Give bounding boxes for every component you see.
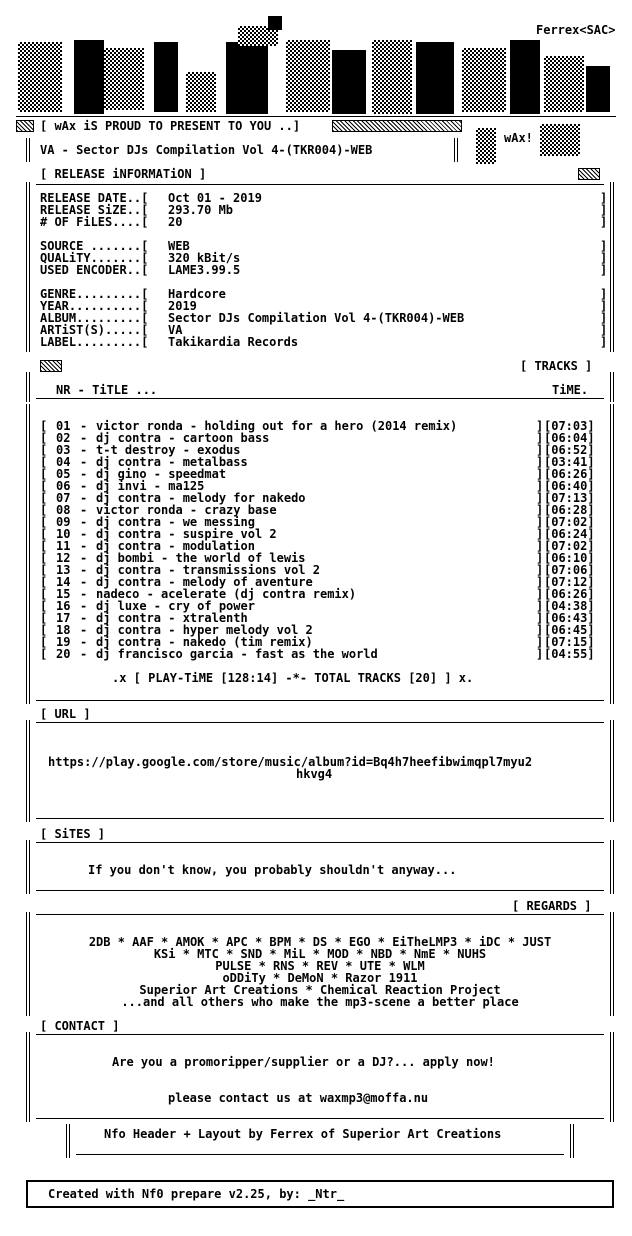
info-value: Oct 01 - 2019: [168, 191, 262, 205]
track-row: [ 16 - dj luxe - cry of power ] [04:38]: [40, 599, 595, 613]
info-bracket: ]: [600, 251, 608, 265]
track-nr: 20: [56, 647, 71, 661]
info-bracket: ]: [600, 191, 608, 205]
info-bracket: ]: [600, 287, 608, 301]
info-value: VA: [168, 323, 183, 337]
track-title: dj gino - speedmat: [96, 467, 227, 481]
track-time: [07:15]: [544, 635, 595, 649]
info-label: YEAR..........[: [40, 299, 149, 313]
created-credit: Created with Nf0 prepare v2.25, by: _Ntr_: [48, 1187, 345, 1201]
info-value: LAME3.99.5: [168, 263, 241, 277]
track-nr: 04: [56, 455, 71, 469]
track-nr: 13: [56, 563, 71, 577]
info-label: RELEASE DATE..[: [40, 191, 149, 205]
track-time: [06:04]: [544, 431, 595, 445]
track-nr: 12: [56, 551, 71, 565]
info-bracket: ]: [600, 203, 608, 217]
url-heading: [ URL ]: [40, 707, 91, 721]
regards-heading: [ REGARDS ]: [512, 899, 592, 913]
track-time: [07:03]: [544, 419, 595, 433]
col-time: TiME.: [552, 383, 589, 397]
url-link-continued[interactable]: hkvg4: [296, 767, 333, 781]
track-title: dj contra - modulation: [96, 539, 255, 553]
contact-email[interactable]: please contact us at waxmp3@moffa.nu: [168, 1091, 429, 1105]
track-title: dj bombi - the world of lewis: [96, 551, 306, 565]
track-list: [40, 420, 604, 662]
header-credit: Ferrex<SAC>: [536, 23, 616, 37]
track-title: dj contra - melody for nakedo: [96, 491, 306, 505]
info-label: RELEASE SiZE..[: [40, 203, 149, 217]
proud-line: [ wAx iS PROUD TO PRESENT TO YOU ..]: [40, 119, 301, 133]
track-nr: 09: [56, 515, 71, 529]
contact-heading: [ CONTACT ]: [40, 1019, 120, 1033]
track-time: [07:13]: [544, 491, 595, 505]
sites-text: If you don't know, you probably shouldn't anyway...: [88, 863, 457, 877]
info-bracket: ]: [600, 299, 608, 313]
regards-line: KSi * MTC * SND * MiL * MOD * NBD * NmE * NUHS: [153, 947, 487, 961]
info-bracket: ]: [600, 323, 608, 337]
track-row: [ 06 - dj invi - ma125 ] [06:40]: [40, 479, 595, 493]
release-info-table: [40, 192, 608, 348]
track-time: [06:45]: [544, 623, 595, 637]
track-nr: 10: [56, 527, 71, 541]
track-time: [06:26]: [544, 587, 595, 601]
track-time: [06:43]: [544, 611, 595, 625]
track-nr: 19: [56, 635, 71, 649]
regards-line: PULSE * RNS * REV * UTE * WLM: [215, 959, 425, 973]
logo-fragments: [476, 128, 496, 164]
track-title: dj francisco garcia - fast as the world: [96, 647, 378, 661]
track-time: [04:55]: [544, 647, 595, 661]
track-row: [ 01 - victor ronda - holding out for a hero (2014 remix) ] [07:03]: [40, 419, 595, 433]
info-bracket: ]: [600, 311, 608, 325]
track-title: dj contra - cartoon bass: [96, 431, 270, 445]
track-row: [ 19 - dj contra - nakedo (tim remix) ] [07:15]: [40, 635, 595, 649]
track-title: dj contra - suspire vol 2: [96, 527, 277, 541]
track-time: [04:38]: [544, 599, 595, 613]
track-title: dj contra - nakedo (tim remix): [96, 635, 313, 649]
track-nr: 07: [56, 491, 71, 505]
track-nr: 17: [56, 611, 71, 625]
track-nr: 16: [56, 599, 71, 613]
info-label: SOURCE .......[: [40, 239, 149, 253]
regards-line: Superior Art Creations * Chemical Reaction Project: [139, 983, 501, 997]
track-row: [ 15 - nadeco - acelerate (dj contra remix) ] [06:26]: [40, 587, 595, 601]
col-nr-title: NR - TiTLE ...: [56, 383, 158, 397]
track-time: [06:10]: [544, 551, 595, 565]
release-title: VA - Sector DJs Compilation Vol 4-(TKR004)-WEB: [40, 143, 373, 157]
track-nr: 06: [56, 479, 71, 493]
info-value: WEB: [168, 239, 190, 253]
track-title: dj invi - ma125: [96, 479, 205, 493]
regards-line: ...and all others who make the mp3-scene a better place: [121, 995, 519, 1009]
info-value: Hardcore: [168, 287, 226, 301]
track-title: victor ronda - crazy base: [96, 503, 277, 517]
track-title: dj contra - transmissions vol 2: [96, 563, 320, 577]
track-nr: 11: [56, 539, 71, 553]
track-row: [ 08 - victor ronda - crazy base ] [06:28]: [40, 503, 595, 517]
track-time: [06:52]: [544, 443, 595, 457]
info-bracket: ]: [600, 263, 608, 277]
track-title: dj luxe - cry of power: [96, 599, 255, 613]
track-row: [ 07 - dj contra - melody for nakedo ] [07:13]: [40, 491, 595, 505]
track-time: [07:12]: [544, 575, 595, 589]
contact-box: [26, 1032, 614, 1122]
contact-apply: Are you a promoripper/supplier or a DJ?... apply now!: [112, 1055, 495, 1069]
info-value: Sector DJs Compilation Vol 4-(TKR004)-WEB: [168, 311, 465, 325]
track-title: victor ronda - holding out for a hero (2014 remix): [96, 419, 458, 433]
track-title: dj contra - metalbass: [96, 455, 248, 469]
track-time: [07:02]: [544, 539, 595, 553]
info-label: ARTiST(S).....[: [40, 323, 149, 337]
info-value: 2019: [168, 299, 197, 313]
track-nr: 18: [56, 623, 71, 637]
track-time: [03:41]: [544, 455, 595, 469]
info-value: 320 kBit/s: [168, 251, 241, 265]
info-value: Takikardia Records: [168, 335, 299, 349]
track-row: [ 17 - dj contra - xtralenth ] [06:43]: [40, 611, 595, 625]
track-title: dj contra - melody of aventure: [96, 575, 313, 589]
track-row: [ 18 - dj contra - hyper melody vol 2 ] [06:45]: [40, 623, 595, 637]
track-title: dj contra - hyper melody vol 2: [96, 623, 313, 637]
tracks-total: .x [ PLAY-TiME [128:14] -*- TOTAL TRACKS [20] ] x.: [112, 671, 474, 685]
url-link[interactable]: https://play.google.com/store/music/album?id=Bq4h7heefibwimqpl7myu2: [48, 755, 533, 769]
track-nr: 05: [56, 467, 71, 481]
info-label: GENRE.........[: [40, 287, 149, 301]
track-nr: 14: [56, 575, 71, 589]
info-label: QUALiTY.......[: [40, 251, 149, 265]
wax-tag: wAx!: [504, 131, 533, 145]
sites-heading: [ SiTES ]: [40, 827, 106, 841]
tracks-heading: [ TRACKS ]: [520, 359, 593, 373]
track-nr: 15: [56, 587, 71, 601]
info-bracket: ]: [600, 335, 608, 349]
info-label: ALBUM.........[: [40, 311, 149, 325]
track-time: [07:06]: [544, 563, 595, 577]
track-title: nadeco - acelerate (dj contra remix): [96, 587, 357, 601]
track-row: [ 20 - dj francisco garcia - fast as the world ] [04:55]: [40, 647, 595, 661]
track-time: [06:26]: [544, 467, 595, 481]
release-info-heading: [ RELEASE iNFORMATiON ]: [40, 167, 207, 181]
regards-line: oDDiTy * DeMoN * Razor 1911: [222, 971, 418, 985]
regards-list: [36, 936, 604, 1008]
track-time: [06:28]: [544, 503, 595, 517]
track-nr: 01: [56, 419, 71, 433]
info-value: 20: [168, 215, 183, 229]
info-label: LABEL.........[: [40, 335, 149, 349]
info-value: 293.70 Mb: [168, 203, 234, 217]
track-row: [ 02 - dj contra - cartoon bass ] [06:04]: [40, 431, 595, 445]
track-row: [ 05 - dj gino - speedmat ] [06:26]: [40, 467, 595, 481]
track-nr: 02: [56, 431, 71, 445]
info-bracket: ]: [600, 239, 608, 253]
track-time: [06:40]: [544, 479, 595, 493]
track-row: [ 11 - dj contra - modulation ] [07:02]: [40, 539, 595, 553]
track-title: t-t destroy - exodus: [96, 443, 241, 457]
track-nr: 03: [56, 443, 71, 457]
track-row: [ 10 - dj contra - suspire vol 2 ] [06:24]: [40, 527, 595, 541]
info-label: # OF FiLES....[: [40, 215, 149, 229]
track-time: [06:24]: [544, 527, 595, 541]
track-row: [ 13 - dj contra - transmissions vol 2 ] [07:06]: [40, 563, 595, 577]
track-row: [ 03 - t-t destroy - exodus ] [06:52]: [40, 443, 595, 457]
track-title: dj contra - xtralenth: [96, 611, 248, 625]
track-title: dj contra - we messing: [96, 515, 255, 529]
track-time: [07:02]: [544, 515, 595, 529]
track-row: [ 12 - dj bombi - the world of lewis ] [06:10]: [40, 551, 595, 565]
track-nr: 08: [56, 503, 71, 517]
track-row: [ 04 - dj contra - metalbass ] [03:41]: [40, 455, 595, 469]
track-row: [ 09 - dj contra - we messing ] [07:02]: [40, 515, 595, 529]
info-bracket: ]: [600, 215, 608, 229]
track-row: [ 14 - dj contra - melody of aventure ] [07:12]: [40, 575, 595, 589]
layout-credit: Nfo Header + Layout by Ferrex of Superior Art Creations: [104, 1127, 502, 1141]
regards-line: 2DB * AAF * AMOK * APC * BPM * DS * EGO * EiTheLMP3 * iDC * JUST: [88, 935, 552, 949]
info-label: USED ENCODER..[: [40, 263, 149, 277]
wax-logo: [16, 12, 616, 122]
